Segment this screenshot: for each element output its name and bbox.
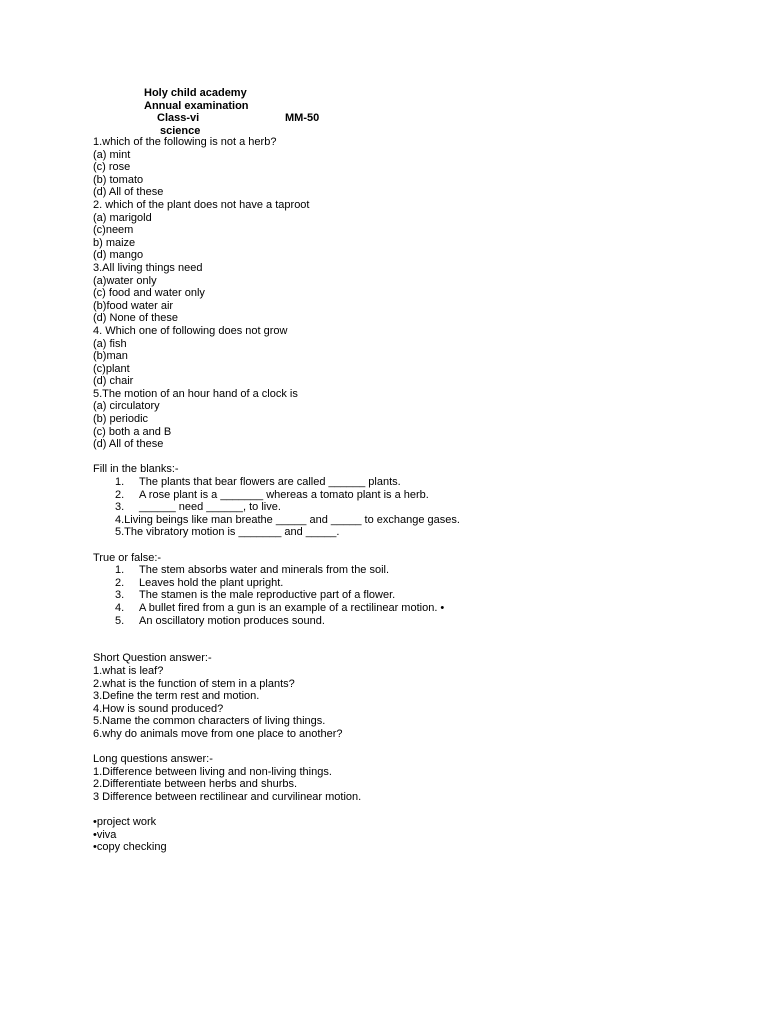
mcq-option: (c)plant: [93, 362, 130, 375]
spacer: [93, 451, 733, 464]
question-body: [93, 136, 733, 854]
item-text: The plants that bear flowers are called ______ plants.: [139, 476, 401, 489]
item-number: 1.: [115, 476, 125, 489]
mcq-option: (a) marigold: [93, 211, 152, 224]
mcq-option: (c)neem: [93, 224, 134, 237]
bullet-item: •copy checking: [93, 841, 167, 854]
mcq-option: (d) mango: [93, 249, 144, 262]
item-text: ______ need ______, to live.: [139, 501, 281, 514]
class-label: Class-vi: [157, 112, 200, 124]
fill-blank-item: 4.Living beings like man breathe _____ and _____ to exchange gases.: [115, 513, 460, 526]
section-heading-true-false: True or false:-: [93, 551, 162, 564]
spacer: [93, 627, 733, 640]
true-false-item: [93, 564, 733, 577]
mcq-option: (b) tomato: [93, 173, 144, 186]
spacer: [93, 640, 733, 653]
item-number: 2.: [115, 488, 125, 501]
short-question: 6.why do animals move from one place to another?: [93, 727, 343, 740]
true-false-item: [93, 577, 733, 590]
fill-blank-item: 5.The vibratory motion is _______ and _____.: [115, 526, 340, 539]
mcq-option: (a)water only: [93, 274, 157, 287]
mcq-option: (a) circulatory: [93, 400, 160, 413]
mcq-option: (d) All of these: [93, 438, 164, 451]
mcq-option: (b)food water air: [93, 299, 174, 312]
item-text: A rose plant is a _______ whereas a tomato plant is a herb.: [139, 488, 429, 501]
long-question: 1.Difference between living and non-living things.: [93, 765, 332, 778]
mcq-option: (c) both a and B: [93, 425, 172, 438]
mcq-option: (c) rose: [93, 161, 131, 174]
mcq-question: 3.All living things need: [93, 261, 203, 274]
mcq-option: (b) periodic: [93, 413, 149, 426]
item-number: 2.: [115, 576, 125, 589]
item-number: 4.: [115, 601, 125, 614]
subject-label: science: [160, 125, 201, 137]
short-question: 5.Name the common characters of living things.: [93, 715, 326, 728]
true-false-item: [93, 602, 733, 615]
item-text: The stamen is the male reproductive part of a flower.: [139, 589, 396, 602]
max-marks: MM-50: [285, 112, 320, 124]
true-false-item: [93, 615, 733, 628]
spacer: [93, 539, 733, 552]
long-question: 3 Difference between rectilinear and curvilinear motion.: [93, 790, 362, 803]
mcq-option: (c) food and water only: [93, 287, 205, 300]
mcq-question: 2. which of the plant does not have a taproot: [93, 198, 310, 211]
item-text: A bullet fired from a gun is an example of a rectilinear motion. •: [139, 601, 445, 614]
fill-blank-item: [93, 476, 733, 489]
mcq-question: 4. Which one of following does not grow: [93, 324, 288, 337]
spacer: [93, 803, 733, 816]
spacer: [93, 741, 733, 754]
short-question: 2.what is the function of stem in a plants?: [93, 677, 295, 690]
mcq-option: (d) All of these: [93, 186, 164, 199]
item-number: 3.: [115, 501, 125, 514]
mcq-option: (a) fish: [93, 337, 127, 350]
item-text: An oscillatory motion produces sound.: [139, 614, 325, 627]
short-question: 1.what is leaf?: [93, 664, 164, 677]
fill-blank-item: [93, 489, 733, 502]
mcq-option: (d) chair: [93, 375, 134, 388]
mcq-option: b) maize: [93, 236, 136, 249]
bullet-item: •viva: [93, 828, 117, 841]
item-number: 3.: [115, 589, 125, 602]
item-text: Leaves hold the plant upright.: [139, 576, 284, 589]
section-heading-fill-blanks: Fill in the blanks:-: [93, 463, 179, 476]
school-name: Holy child academy: [144, 87, 247, 99]
short-question: 4.How is sound produced?: [93, 702, 224, 715]
item-number: 1.: [115, 564, 125, 577]
item-number: 5.: [115, 614, 125, 627]
fill-blank-item: [93, 501, 733, 514]
mcq-option: (b)man: [93, 350, 128, 363]
section-heading-short-answer: Short Question answer:-: [93, 652, 212, 665]
item-text: The stem absorbs water and minerals from the soil.: [139, 564, 390, 577]
bullet-item: •project work: [93, 816, 157, 829]
mcq-option: (d) None of these: [93, 312, 178, 325]
section-heading-long-answer: Long questions answer:-: [93, 753, 213, 766]
short-question: 3.Define the term rest and motion.: [93, 690, 260, 703]
exam-title: Annual examination: [144, 100, 249, 112]
mcq-question: 5.The motion of an hour hand of a clock is: [93, 387, 298, 400]
mcq-question: 1.which of the following is not a herb?: [93, 136, 277, 148]
long-question: 2.Differentiate between herbs and shurbs.: [93, 778, 298, 791]
true-false-item: [93, 589, 733, 602]
mcq-option: (a) mint: [93, 148, 131, 161]
